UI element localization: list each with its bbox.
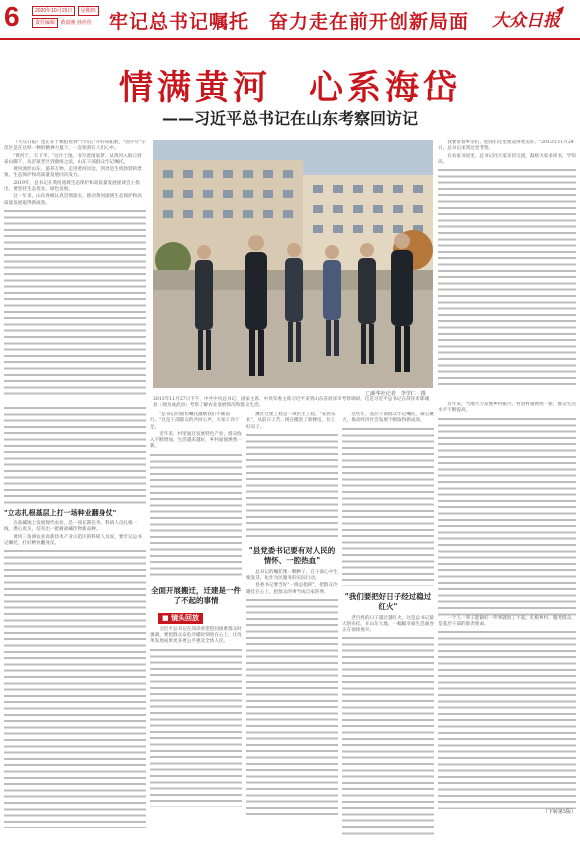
paragraph: 黄河三角洲农业高新技术产业示范区的科研人员说，要牢记总书记嘱托，打好种业翻身仗。 [4, 534, 142, 546]
column-5 [438, 402, 576, 843]
designer-name: 孙佳佳 [76, 20, 92, 26]
paragraph: 在盐碱地上发展现代农业，是一项长期任务。科研人员扎根一线，潜心攻关，培育出一批耐盐碱作物新品种。 [4, 521, 138, 533]
issue-weekday: 星期四 [78, 6, 99, 16]
paragraph: 滩区迁建工程是一项民生工程。"安居乐业"，从前日子苦，现在搬进了新楼房，住上好房子。 [246, 412, 336, 430]
text-block [150, 647, 242, 807]
section-title: 牢记总书记嘱托 奋力走在前开创新局面 [109, 11, 470, 33]
paragraph: 近年来，村里通过发展特色产业，群众收入不断增加，生活越来越好，乡村面貌焕然一新。 [150, 431, 242, 450]
intro-paragraph: （大众日报）也正在十堰抢看到"十四五"开好局拓展，"国字号"示范区是在这样一种的精神力量下，一直铭刻在人们心中。 [4, 140, 146, 152]
camera-icon: ■ [162, 613, 169, 622]
column-2 [150, 412, 242, 843]
paragraph: "总书记的殷切嘱托激励我们不断前行。"这是干部群众的共同心声，大家干劲十足。 [150, 412, 240, 430]
newspaper-logo [490, 4, 570, 34]
paragraph: 我要带着乡亲们，把我们这里建设得更美好。"2013年11月24日，总书记来到这里考察。 [438, 140, 574, 152]
section-subhead: "县党委书记要有对人民的情怀、一腔热血" [248, 545, 336, 565]
masthead [0, 0, 580, 40]
issue-date: 2020年10月15日 [32, 6, 75, 16]
paragraph: 2019年，总书记在黄河流域生态保护和高质量发展座谈会上指出，要坚持生态优先、绿色发展。 [4, 180, 140, 193]
paragraph: 老百姓的日子越过越红火，这是总书记最大的牵挂。在山东大地，一幅幅幸福生活画卷正在徐徐展开。 [342, 615, 434, 634]
column-3 [246, 412, 338, 843]
headline: 情满黄河 心系海岱 [119, 68, 461, 108]
paragraph: 习近平总书记在菏泽看望慰问困难群众时强调，要把群众安危冷暖时刻放在心上，让改革发展成果更多更公平惠及全体人民。 [150, 626, 242, 645]
photo-scene [153, 140, 433, 388]
text-block [4, 405, 146, 505]
text-block [438, 629, 576, 809]
continued-note: （下转第5版） [542, 809, 576, 816]
subtitle: ——习近平总书记在山东考察回访记 [161, 109, 418, 128]
paragraph: 一个人一辈子能做好一件事就很了不起。扎根乡村、服务群众，是基层干部的职责使命。 [438, 615, 576, 627]
text-block [4, 208, 146, 398]
photo-caption: 2013年11月27日下午，中共中央总书记、国家主席、中央军委主席习近平来到山东省菏泽市考察调研，这是习近平总书记在菏泽市郓城县（现为成武县）考察了解农业发展情况和群众生活。 [153, 397, 430, 408]
page-number: 6 [4, 1, 20, 32]
text-block [150, 452, 242, 580]
section-subhead: "立志扎根基层上打一场种业翻身仗" [4, 509, 117, 517]
text-block [342, 635, 434, 835]
text-block [246, 432, 338, 540]
paragraph: 近年来，当地大力发展乡村振兴，村容村貌焕然一新，群众生活水平不断提高。 [438, 402, 576, 414]
column-1 [4, 405, 146, 843]
editor-label: 责任编辑 [32, 18, 58, 28]
section-subhead: 全面开展搬迁，迁建是一件了不起的事情 [151, 585, 241, 605]
flashback-label-text: 镜头回放 [171, 613, 200, 622]
text-block [4, 548, 146, 828]
text-block [246, 597, 338, 817]
section-subhead: "我们要把好日子经过稳过红火" [344, 591, 432, 611]
svg-text:大众日报: 大众日报 [492, 11, 560, 31]
text-block [438, 416, 576, 616]
paragraph: 这一年来，山东各级认真贯彻落实，推动黄河流域生态保护和高质量发展取得新成效。 [4, 194, 142, 206]
photo-credit: □新华社记者 李学仁 摄 [366, 391, 426, 397]
editor-name: 黄富刚 [60, 20, 76, 26]
paragraph: 总书记的嘱托像一颗种子，在干部心中生根发芽，化作为民服务的实际行动。 [246, 569, 338, 582]
flashback-label [158, 613, 203, 624]
news-photo [153, 140, 433, 388]
paragraph: 这些年，基层干部群众牢记嘱托，凝心聚力，推动经济社会发展不断取得新成效。 [342, 412, 434, 424]
column-4 [342, 412, 434, 843]
text-block [438, 167, 576, 387]
column-5-top [438, 140, 576, 398]
text-block [342, 426, 434, 586]
paragraph: 县委书记要当好"一线总指挥"，把群众冷暖挂在心上，把群众的事当成自家的事。 [246, 583, 338, 595]
issue-info [32, 6, 100, 28]
paragraph: "黄河宁，天下平。"这片土地，书写着国家梦。从黄河入海口到泰山脚下，从沂蒙老区到渤海之滨，山东干部群众牢记嘱托。 [4, 153, 142, 165]
column-1-top [4, 140, 146, 402]
paragraph: 黄河流经山东，滋养万物。走进黄河岸边，到处是生机勃勃的景象，生态保护和高质量发展同向发力。 [4, 167, 142, 179]
paragraph: 在农家书屋里，总书记同大家亲切交流，鼓励大家多读书，学知识。 [438, 153, 576, 165]
